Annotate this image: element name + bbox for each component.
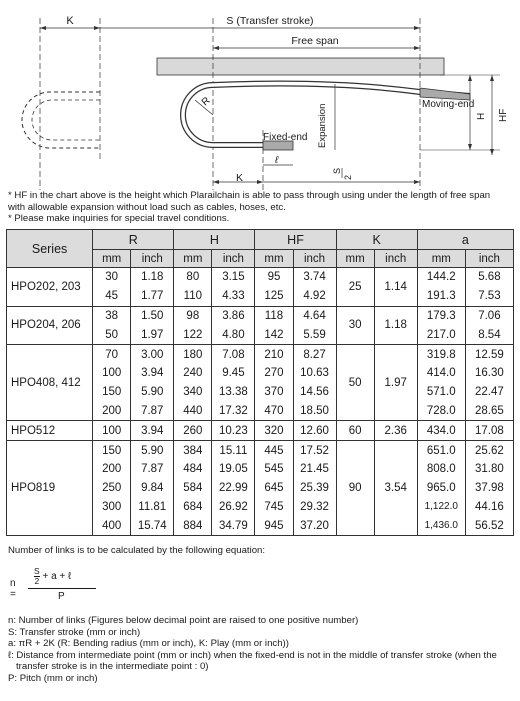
notes [8,190,516,225]
cell: 150 [93,441,131,460]
cell: 5.90 [131,383,174,402]
series-name: HPO512 [7,421,93,441]
cell: 414.0 [417,364,465,383]
cell-k-mm: 60 [336,421,374,441]
cell-k-mm: 25 [336,268,374,307]
cell: 10.23 [212,421,255,441]
cell: 22.47 [465,383,513,402]
table-row [7,441,514,460]
cell: 3.15 [212,268,255,287]
fixed-end-label: Fixed-end [263,132,308,143]
cell: 1.50 [131,306,174,325]
cell: 118 [255,306,293,325]
cell: 15.74 [131,516,174,535]
fraction-bar [28,588,96,589]
cell: 445 [255,441,293,460]
cell: 3.86 [212,306,255,325]
cell: 470 [255,402,293,421]
cell: 7.53 [465,287,513,306]
table-row [7,268,514,287]
cell: 150 [93,383,131,402]
cell: 340 [174,383,212,402]
cell: 12.60 [293,421,336,441]
h-label: H [476,112,487,120]
cell: 4.80 [212,325,255,344]
cell: 545 [255,460,293,479]
cell: 14.56 [293,383,336,402]
unit: inch [212,250,255,268]
cell: 12.59 [465,345,513,364]
cell: 45 [93,287,131,306]
unit: mm [93,250,131,268]
cell: 17.08 [465,421,513,441]
def-l-cont: transfer stroke is in the intermediate point : 0) [16,661,209,672]
unit: mm [255,250,293,268]
cell: 571.0 [417,383,465,402]
series-name: HPO408, 412 [7,345,93,421]
cell: 5.59 [293,325,336,344]
cell: 50 [93,325,131,344]
unit: mm [174,250,212,268]
cell: 400 [93,516,131,535]
k-top-label: K [66,15,74,27]
cell: 884 [174,516,212,535]
cell: 484 [174,460,212,479]
cell: 584 [174,479,212,498]
cell-k-inch: 2.36 [374,421,417,441]
cell: 210 [255,345,293,364]
cell: 9.45 [212,364,255,383]
cell: 98 [174,306,212,325]
cell: 15.11 [212,441,255,460]
cell: 684 [174,498,212,517]
cell: 745 [255,498,293,517]
cell: 645 [255,479,293,498]
unit: mm [336,250,374,268]
cell: 300 [93,498,131,517]
cell: 22.99 [212,479,255,498]
group-hf: HF [255,230,336,250]
note-hf: * HF in the chart above is the height which Plarailchain is able to pass through using under the length of free span [8,190,491,201]
cell: 144.2 [417,268,465,287]
cell: 10.63 [293,364,336,383]
group-h: H [174,230,255,250]
definitions [8,615,516,684]
unit: inch [465,250,513,268]
cell: 7.06 [465,306,513,325]
hf-label: HF [498,108,509,122]
note-hf-cont: with allowable expansion without load such as cables, hoses, etc. [8,201,286,213]
cell: 56.52 [465,516,513,535]
group-a: a [417,230,513,250]
top-rail-plate [157,58,444,75]
cell: 945 [255,516,293,535]
group-k: K [336,230,417,250]
cell: 384 [174,441,212,460]
cell: 16.30 [465,364,513,383]
def-l: ℓ: Distance from intermediate point (mm or inch) when the fixed-end is not in the middle of transfer stroke (when the [8,649,497,661]
table-row [7,306,514,325]
cell-k-mm: 90 [336,441,374,536]
cell: 100 [93,421,131,441]
half-stroke-numerator: S [332,167,342,174]
cell: 9.84 [131,479,174,498]
cell: 965.0 [417,479,465,498]
cell: 125 [255,287,293,306]
cell: 240 [174,364,212,383]
formula-denominator: P [58,591,65,602]
formula-lhs: n = [10,578,16,600]
r-label: R [199,95,213,109]
cell: 728.0 [417,402,465,421]
cell: 25.62 [465,441,513,460]
cell: 18.50 [293,402,336,421]
cell: 179.3 [417,306,465,325]
series-name: HPO202, 203 [7,268,93,307]
cell: 651.0 [417,441,465,460]
chain-bend [183,85,263,145]
def-p: P: Pitch (mm or inch) [8,672,98,684]
cell-k-mm: 30 [336,306,374,345]
cell: 180 [174,345,212,364]
cell: 1,122.0 [417,498,465,517]
cell: 1.97 [131,325,174,344]
cell: 4.92 [293,287,336,306]
cell: 7.08 [212,345,255,364]
note-inquiries: * Please make inquiries for special travel conditions. [8,213,230,224]
cell: 37.20 [293,516,336,535]
cell: 3.94 [131,421,174,441]
def-a: a: πR + 2K (R: Bending radius (mm or inch), K: Play (mm or inch)) [8,638,289,649]
cell-k-inch: 1.97 [374,345,417,421]
unit: mm [417,250,465,268]
equation-intro: Number of links is to be calculated by the following equation: [8,545,266,556]
cell: 70 [93,345,131,364]
series-name: HPO204, 206 [7,306,93,345]
cell: 26.92 [212,498,255,517]
cell-k-mm: 50 [336,345,374,421]
cell: 5.90 [131,441,174,460]
cell: 200 [93,402,131,421]
cell: 21.45 [293,460,336,479]
cell: 250 [93,479,131,498]
formula-numerator [34,567,71,586]
cell: 1.77 [131,287,174,306]
cell: 260 [174,421,212,441]
chain-layout-diagram [0,0,520,190]
cell: 3.94 [131,364,174,383]
free-span-label: Free span [291,35,339,47]
cell-k-inch: 1.14 [374,268,417,307]
cell: 3.00 [131,345,174,364]
cell-k-inch: 1.18 [374,306,417,345]
table-row [7,345,514,364]
cell: 8.54 [465,325,513,344]
cell: 440 [174,402,212,421]
formula-two: 2 [34,576,40,586]
l-label: ℓ [275,155,279,166]
cell-k-inch: 3.54 [374,441,417,536]
cell: 37.98 [465,479,513,498]
group-r: R [93,230,174,250]
header-row-groups [7,230,514,250]
half-stroke-denominator: 2 [343,174,353,180]
cell: 100 [93,364,131,383]
cell: 7.87 [131,402,174,421]
def-s: S: Transfer stroke (mm or inch) [8,626,141,638]
cell: 11.81 [131,498,174,517]
cell: 4.33 [212,287,255,306]
formula-s: S [34,566,40,576]
table-row [7,421,514,441]
cell: 122 [174,325,212,344]
cell: 3.74 [293,268,336,287]
cell: 30 [93,268,131,287]
cell: 25.39 [293,479,336,498]
cell: 38 [93,306,131,325]
cell: 29.32 [293,498,336,517]
cell: 319.8 [417,345,465,364]
cell: 31.80 [465,460,513,479]
def-n: n: Number of links (Figures below decimal point are raised to one positive number) [8,615,359,626]
moving-end-label: Moving-end [422,99,475,110]
cell: 191.3 [417,287,465,306]
cell: 34.79 [212,516,255,535]
k-bottom-label: K [236,172,244,184]
cell: 1.18 [131,268,174,287]
cell: 270 [255,364,293,383]
stroke-label: S (Transfer stroke) [226,15,314,27]
cell: 19.05 [212,460,255,479]
cell: 44.16 [465,498,513,517]
cell: 95 [255,268,293,287]
series-name: HPO819 [7,441,93,536]
cell: 4.64 [293,306,336,325]
cell: 8.27 [293,345,336,364]
cell: 110 [174,287,212,306]
formula-rest: + a + ℓ [42,571,72,583]
expansion-label: Expansion [317,103,328,148]
cell: 7.87 [131,460,174,479]
cell: 1,436.0 [417,516,465,535]
cell: 200 [93,460,131,479]
formula-half-stroke [34,567,40,586]
cell: 28.65 [465,402,513,421]
cell: 5.68 [465,268,513,287]
spec-table [6,229,514,536]
unit: inch [293,250,336,268]
cell: 80 [174,268,212,287]
cell: 370 [255,383,293,402]
dashed-chain-outline-inner [32,100,100,140]
cell: 142 [255,325,293,344]
cell: 217.0 [417,325,465,344]
cell: 808.0 [417,460,465,479]
cell: 17.52 [293,441,336,460]
series-header: Series [7,230,93,268]
cell: 320 [255,421,293,441]
unit: inch [131,250,174,268]
cell: 434.0 [417,421,465,441]
cell: 13.38 [212,383,255,402]
unit: inch [374,250,417,268]
cell: 17.32 [212,402,255,421]
